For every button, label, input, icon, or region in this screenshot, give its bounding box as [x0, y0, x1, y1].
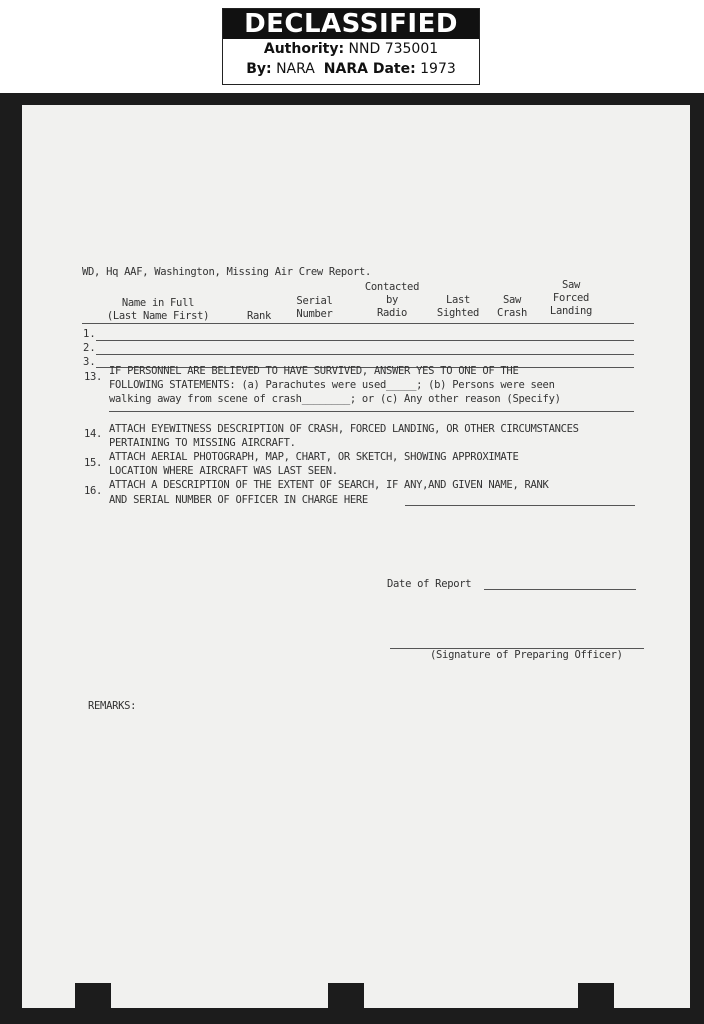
signature-label: (Signature of Preparing Officer)	[430, 649, 623, 661]
item-15-number: 15.	[84, 457, 103, 469]
stamp-date-label: NARA Date:	[323, 61, 416, 77]
col-name-in-full	[103, 297, 213, 323]
col-contacted-line1: Contacted	[364, 281, 420, 293]
scan-clip-mark	[75, 983, 111, 1024]
col-serial-line2: Number	[296, 308, 333, 320]
item-14-number: 14.	[84, 428, 103, 440]
declassified-stamp	[222, 8, 480, 85]
item-14-line1: ATTACH EYEWITNESS DESCRIPTION OF CRASH, FORCED LANDING, OR OTHER CIRCUMSTANCES	[109, 423, 579, 435]
report-heading: WD, Hq AAF, Washington, Missing Air Crew Report.	[82, 266, 372, 278]
col-serial-line1: Serial	[296, 295, 333, 307]
stamp-authority-line	[223, 39, 479, 59]
col-saw-crash	[490, 294, 534, 320]
col-rank: Rank	[246, 310, 272, 322]
date-of-report-label: Date of Report	[387, 578, 472, 590]
col-contacted-line3: Radio	[376, 307, 408, 319]
crew-row-number: 1.	[83, 328, 96, 340]
col-last-line2: Sighted	[436, 307, 480, 319]
document-page	[22, 105, 690, 1008]
crew-row-line	[96, 354, 634, 355]
col-saw-forced-landing	[541, 279, 601, 318]
item-16-answer-line	[405, 505, 635, 506]
scan-clip-mark	[578, 983, 614, 1024]
crew-row-number: 3.	[83, 356, 96, 368]
item-16-number: 16.	[84, 485, 103, 497]
stamp-title: DECLASSIFIED	[223, 9, 479, 39]
stamp-date-value: 1973	[420, 61, 456, 77]
col-contacted-line2: by	[385, 294, 399, 306]
item-16-line1: ATTACH A DESCRIPTION OF THE EXTENT OF SEARCH, IF ANY,AND GIVEN NAME, RANK	[109, 479, 549, 491]
item-13-line3: walking away from scene of crash________; or (c) Any other reason (Specify)	[109, 393, 561, 405]
col-forced-line2: Forced	[552, 292, 590, 304]
col-saw-crash-line2: Crash	[496, 307, 528, 319]
scan-clip-mark	[328, 983, 364, 1024]
crew-row-number: 2.	[83, 342, 96, 354]
col-forced-line1: Saw	[561, 279, 581, 291]
item-14-line2: PERTAINING TO MISSING AIRCRAFT.	[109, 437, 296, 449]
item-13-answer-line	[109, 411, 634, 412]
col-last-sighted	[428, 294, 488, 320]
stamp-authority-value: NND 735001	[348, 41, 439, 57]
stamp-by-line	[223, 59, 479, 79]
col-last-line1: Last	[445, 294, 471, 306]
col-name-line2: (Last Name First)	[106, 310, 210, 322]
crew-row-line	[96, 340, 634, 341]
item-13-number: 13.	[84, 371, 103, 383]
stamp-by-label: By:	[246, 61, 272, 77]
col-contacted-by-radio	[357, 281, 427, 320]
item-16-line2: AND SERIAL NUMBER OF OFFICER IN CHARGE HERE	[109, 494, 368, 506]
item-15-line1: ATTACH AERIAL PHOTOGRAPH, MAP, CHART, OR SKETCH, SHOWING APPROXIMATE	[109, 451, 519, 463]
date-of-report-line	[484, 589, 636, 590]
col-name-line1: Name in Full	[121, 297, 195, 309]
remarks-label: REMARKS:	[88, 700, 137, 712]
header-rule	[82, 323, 634, 324]
col-saw-crash-line1: Saw	[502, 294, 522, 306]
col-forced-line3: Landing	[549, 305, 593, 317]
stamp-authority-label: Authority:	[263, 41, 345, 57]
item-13-line1: IF PERSONNEL ARE BELIEVED TO HAVE SURVIVED, ANSWER YES TO ONE OF THE	[109, 365, 519, 377]
stamp-by-value: NARA	[276, 61, 315, 77]
item-15-line2: LOCATION WHERE AIRCRAFT WAS LAST SEEN.	[109, 465, 338, 477]
col-serial-number	[287, 295, 342, 321]
item-13-line2: FOLLOWING STATEMENTS: (a) Parachutes were used_____; (b) Persons were seen	[109, 379, 555, 391]
